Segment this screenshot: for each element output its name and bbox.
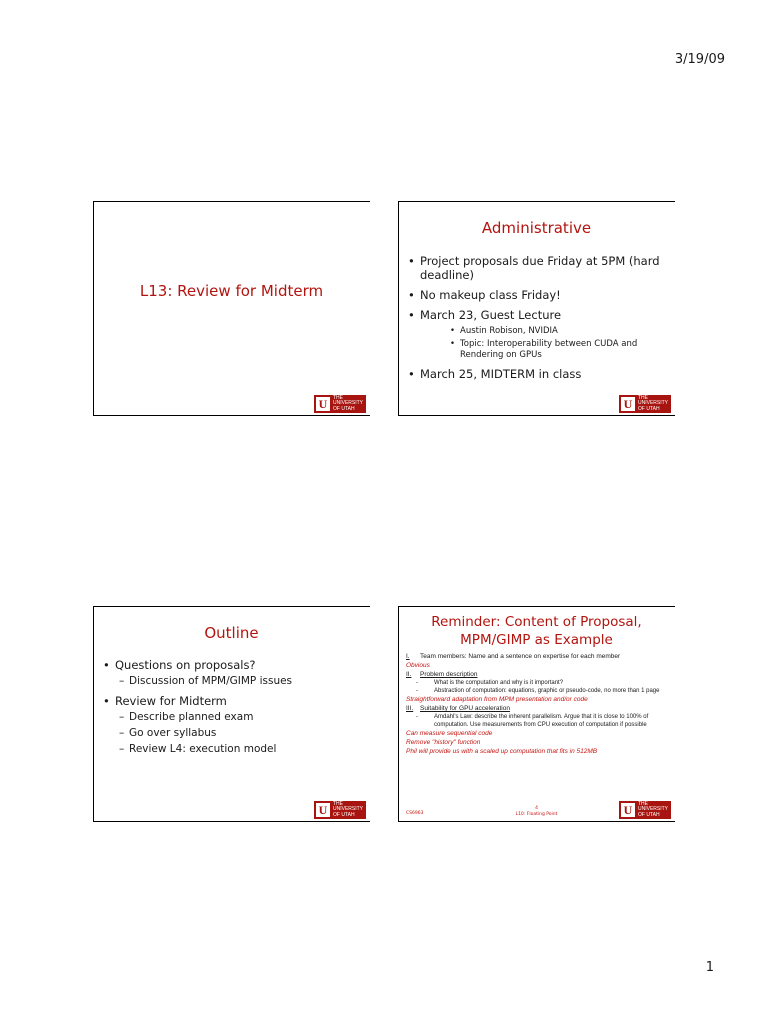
bullet-item: • No makeup class Friday! — [398, 288, 669, 302]
detail-item: - What is the computation and why is it important? — [406, 679, 669, 687]
logo-line: THE — [333, 394, 343, 401]
detail-item: - Amdahl's Law: describe the inherent parallelism. Argue that it is close to 100% of computation. Use measurements from CPU execution of computation if possible — [406, 713, 669, 729]
page-number: 1 — [705, 960, 714, 975]
bullet-text: Questions on proposals? — [115, 658, 256, 672]
dash-item: – Discussion of MPM/GIMP issues — [93, 674, 364, 688]
note-text: Remove "history" function — [406, 739, 481, 746]
university-logo — [619, 801, 671, 819]
slide-title: Administrative — [481, 219, 592, 237]
lecture-label: L10: Floating Point — [515, 812, 558, 817]
logo-line: OF UTAH — [333, 405, 355, 412]
note-text: Obvious — [406, 662, 430, 669]
bullet-item — [93, 694, 364, 756]
course-code: CS6963 — [406, 811, 424, 816]
logo-line: THE — [333, 800, 343, 807]
university-logo — [314, 801, 366, 819]
logo-line: OF UTAH — [638, 405, 660, 412]
dash-item: – Review L4: execution model — [93, 742, 364, 756]
slide-title — [398, 613, 675, 649]
section-heading: II. Problem description — [406, 671, 478, 678]
logo-line: UNIVERSITY — [333, 400, 364, 407]
slide-title-line: Reminder: Content of Proposal, — [431, 614, 642, 630]
logo-line: UNIVERSITY — [638, 806, 669, 813]
logo-line: OF UTAH — [333, 811, 355, 818]
logo-letter: U — [621, 803, 635, 817]
detail-item: - Abstraction of computation: equations, graphic or pseudo-code, no more than 1 page — [406, 687, 669, 695]
slide-title: Outline — [204, 624, 259, 642]
sub-bullet-item: • Topic: Interoperability between CUDA and Rendering on GPUs — [420, 339, 669, 361]
note-text: Straightforward adaptation from MPM presentation and/or code — [406, 696, 588, 703]
logo-letter: U — [316, 397, 330, 411]
dash-item: – Describe planned exam — [93, 710, 364, 724]
slide-number: 4 — [535, 806, 538, 811]
slide-title-card — [93, 201, 370, 416]
university-logo — [314, 395, 366, 413]
bullet-item: • Project proposals due Friday at 5PM (hard deadline) — [398, 254, 669, 282]
bullet-item — [93, 658, 364, 688]
sub-bullet-item: • Austin Robison, NVIDIA — [420, 326, 669, 337]
proposal-content — [406, 652, 669, 756]
note-text: Can measure sequential code — [406, 730, 493, 737]
bullet-item: • March 25, MIDTERM in class — [398, 367, 669, 381]
section-heading: I. Team members: Name and a sentence on expertise for each member — [406, 653, 621, 660]
page-date: 3/19/09 — [674, 52, 725, 67]
section-heading: III. Suitability for GPU acceleration — [406, 705, 510, 712]
logo-line: UNIVERSITY — [638, 400, 669, 407]
bullet-text: March 23, Guest Lecture — [420, 308, 562, 322]
logo-line: UNIVERSITY — [333, 806, 364, 813]
slide-administrative — [398, 201, 675, 416]
university-logo — [619, 395, 671, 413]
dash-item: – Go over syllabus — [93, 726, 364, 740]
slide-title-line: MPM/GIMP as Example — [460, 632, 613, 648]
bullet-text: Review for Midterm — [115, 694, 227, 708]
bullet-item — [398, 308, 669, 361]
logo-letter: U — [621, 397, 635, 411]
note-text: Phil will provide us with a scaled up computation that fits in 512MB — [406, 748, 598, 755]
logo-letter: U — [316, 803, 330, 817]
slide-title: L13: Review for Midterm — [139, 282, 324, 300]
slide-outline — [93, 606, 370, 822]
logo-line: THE — [638, 800, 648, 807]
logo-line: THE — [638, 394, 648, 401]
logo-line: OF UTAH — [638, 811, 660, 818]
slide-proposal-reminder — [398, 606, 675, 822]
